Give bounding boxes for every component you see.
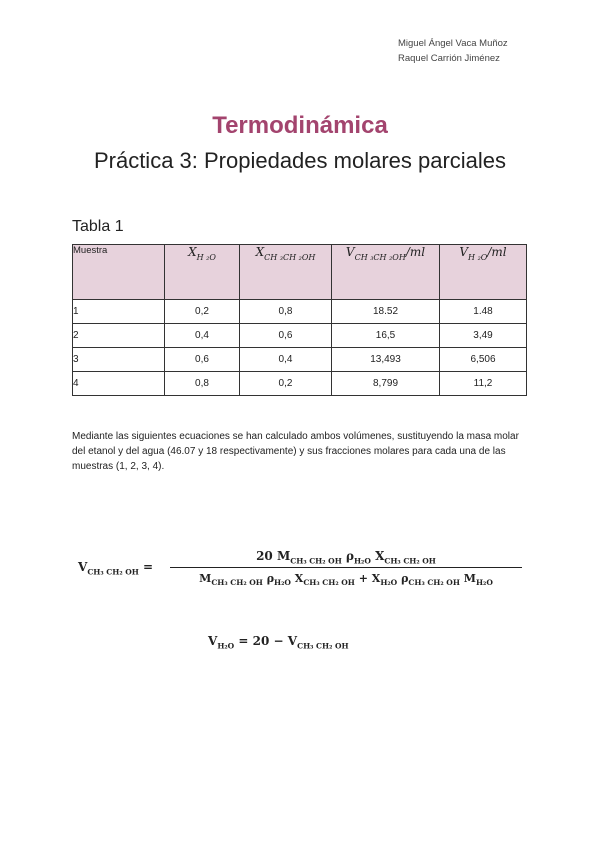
header-x-h2o [165, 245, 240, 300]
document-subtitle: Práctica 3: Propiedades molares parciales [93, 148, 507, 173]
cell-v-ethanol: 8,799 [332, 372, 440, 396]
table-row [73, 372, 527, 396]
equation-denominator [170, 570, 522, 588]
eq-subscript: CH₃ CH₂ OH [297, 641, 349, 651]
eq-equals: = [238, 634, 249, 648]
header-subscript: H ₂O [468, 253, 488, 262]
author-name: Raquel Carrión Jiménez [398, 53, 500, 64]
header-v-ethanol [332, 245, 440, 300]
cell-v-ethanol: 13,493 [332, 348, 440, 372]
eq-subscript: H₂O [475, 578, 493, 588]
author-block [398, 36, 508, 66]
eq-coef: 20 [256, 549, 273, 563]
eq-subscript: CH₃ CH₂ OH [408, 578, 460, 588]
cell-x-h2o: 0,8 [165, 372, 240, 396]
cell-muestra: 3 [73, 348, 165, 372]
eq-symbol: M [463, 572, 476, 585]
header-muestra: Muestra [73, 245, 165, 300]
cell-v-h2o: 1.48 [440, 300, 527, 324]
eq-symbol: ρ [401, 572, 409, 585]
cell-x-ethanol: 0,4 [240, 348, 332, 372]
header-subscript: H ₂O [196, 253, 216, 262]
eq-equals: = [143, 560, 154, 574]
eq-subscript: CH₃ CH₂ OH [87, 567, 139, 577]
table-row [73, 348, 527, 372]
header-subscript: CH ₃CH ₂OH [264, 253, 316, 262]
document-title: Termodinámica [212, 112, 388, 139]
body-paragraph: Mediante las siguientes ecuaciones se han calculado ambos volúmenes, sustituyendo la masa molar del etanol y del agua (46.07 y 18 respectivamente) y sus fracciones molares para cada una de las muestras (1, 2, 3, 4). [72, 431, 519, 472]
eq-symbol: ρ [345, 549, 354, 563]
eq-symbol: M [276, 549, 291, 563]
header-unit: /ml [487, 245, 507, 259]
fraction-bar [170, 567, 522, 568]
equation-ethanol-volume [78, 546, 528, 596]
cell-muestra: 4 [73, 372, 165, 396]
header-v-h2o [440, 245, 527, 300]
cell-x-ethanol: 0,6 [240, 324, 332, 348]
table-row [73, 324, 527, 348]
eq-subscript: CH₃ CH₂ OH [211, 578, 263, 588]
equation-water-volume [208, 634, 349, 650]
eq-subscript: CH₃ CH₂ OH [290, 556, 342, 566]
data-table [72, 244, 527, 396]
cell-x-ethanol: 0,2 [240, 372, 332, 396]
cell-v-h2o: 6,506 [440, 348, 527, 372]
table-caption: Tabla 1 [72, 218, 124, 235]
cell-muestra: 1 [73, 300, 165, 324]
cell-v-h2o: 3,49 [440, 324, 527, 348]
eq-subscript: H₂O [353, 556, 371, 566]
header-symbol: V [345, 245, 355, 259]
eq-symbol: X [371, 572, 381, 585]
eq-subscript: H₂O [274, 578, 291, 588]
equation-lhs [78, 560, 153, 576]
eq-symbol: V [208, 634, 218, 648]
cell-v-ethanol: 18.52 [332, 300, 440, 324]
eq-symbol: X [375, 549, 385, 563]
cell-v-h2o: 11,2 [440, 372, 527, 396]
cell-x-h2o: 0,6 [165, 348, 240, 372]
author-name: Miguel Ángel Vaca Muñoz [398, 38, 508, 49]
eq-subscript: CH₃ CH₂ OH [384, 556, 436, 566]
eq-symbol: ρ [266, 572, 275, 585]
cell-x-h2o: 0,4 [165, 324, 240, 348]
cell-muestra: 2 [73, 324, 165, 348]
header-symbol: X [188, 245, 197, 259]
table-row [73, 300, 527, 324]
equation-fraction [170, 546, 522, 588]
header-symbol: V [459, 245, 469, 259]
eq-symbol: M [199, 572, 212, 585]
header-unit: /ml [405, 245, 426, 259]
cell-v-ethanol: 16,5 [332, 324, 440, 348]
equation-numerator [170, 546, 522, 566]
eq-symbol: V [78, 560, 88, 574]
header-symbol: X [255, 245, 265, 259]
eq-symbol: V [287, 634, 298, 648]
eq-subscript: H₂O [380, 578, 398, 588]
eq-subscript: H₂O [217, 641, 235, 651]
eq-subscript: CH₃ CH₂ OH [303, 578, 355, 588]
header-subscript: CH ₃CH ₂OH [354, 253, 406, 262]
eq-minus: − [273, 634, 284, 648]
header-x-ethanol [240, 245, 332, 300]
cell-x-h2o: 0,2 [165, 300, 240, 324]
eq-plus: + [358, 572, 368, 585]
eq-coef: 20 [252, 634, 270, 648]
cell-x-ethanol: 0,8 [240, 300, 332, 324]
table-header-row [73, 245, 527, 300]
eq-symbol: X [294, 572, 304, 585]
